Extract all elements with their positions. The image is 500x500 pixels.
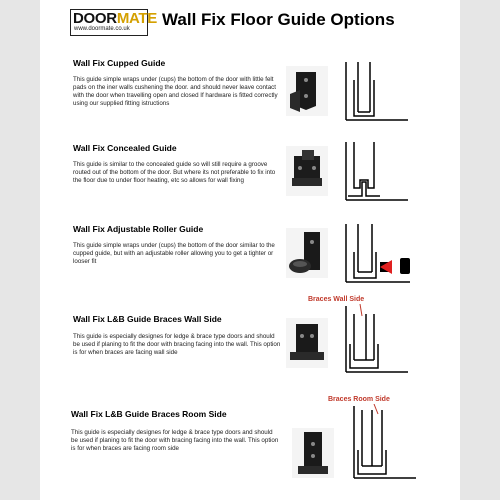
braces-room-guide-drawing [348,404,418,484]
section-title-braces-wall: Wall Fix L&B Guide Braces Wall Side [73,314,222,324]
section-body-roller: This guide simple wraps under (cups) the bottom of the door similar to the cupped guide, but with an adjustable roller allowing you to get a tighter or looser fit [73,242,275,265]
concealed-guide-drawing [340,140,410,208]
logo-brand-mate: MATE [116,10,157,27]
section-body-cupped: This guide simple wraps under (cups) the bottom of the door with little felt pads on the iner walls cushening the door. and should never leave contact with the door when travelling open and closed If hardware is fitted correctly using our supplied fitting istructions [73,76,278,107]
braces-wall-guide-drawing [340,304,410,380]
section-title-braces-room: Wall Fix L&B Guide Braces Room Side [71,409,227,419]
logo-brand-door: DOOR [73,10,117,27]
logo-url: www.doormate.co.uk [74,26,130,32]
callout-braces-room-side: Braces Room Side [328,396,390,403]
section-title-roller: Wall Fix Adjustable Roller Guide [73,224,204,234]
braces-wall-guide-photo [286,318,328,368]
section-body-braces-room: This guide is especially designes for ledge & brace type doors and should be used if planing to fit the door with bracing facing into the wall. This option is for when braces are facing room side [71,429,279,452]
section-title-cupped: Wall Fix Cupped Guide [73,58,166,68]
section-body-concealed: This guide is similar to the concealed guide so will still require a groove routed out of the bottom of the door. But where its not preferable to fix into the floor due to under floor heating, etc so allows for wall fixing [73,161,276,184]
cupped-guide-drawing [340,60,410,128]
roller-guide-drawing [340,222,418,290]
cupped-guide-photo [286,66,328,116]
doormate-logo [70,9,157,36]
section-body-braces-wall: This guide is especially designes for ledge & brace type doors and should be used if planing to fit the door with bracing facing into the wall. This option is for when braces are facing wall side [73,333,281,356]
braces-room-guide-photo [292,428,334,478]
page-title: Wall Fix Floor Guide Options [162,10,395,29]
roller-guide-photo [286,228,328,278]
section-title-concealed: Wall Fix Concealed Guide [73,143,177,153]
callout-braces-wall-side: Braces Wall Side [308,296,365,303]
document-page [40,0,460,500]
concealed-guide-photo [286,146,328,196]
